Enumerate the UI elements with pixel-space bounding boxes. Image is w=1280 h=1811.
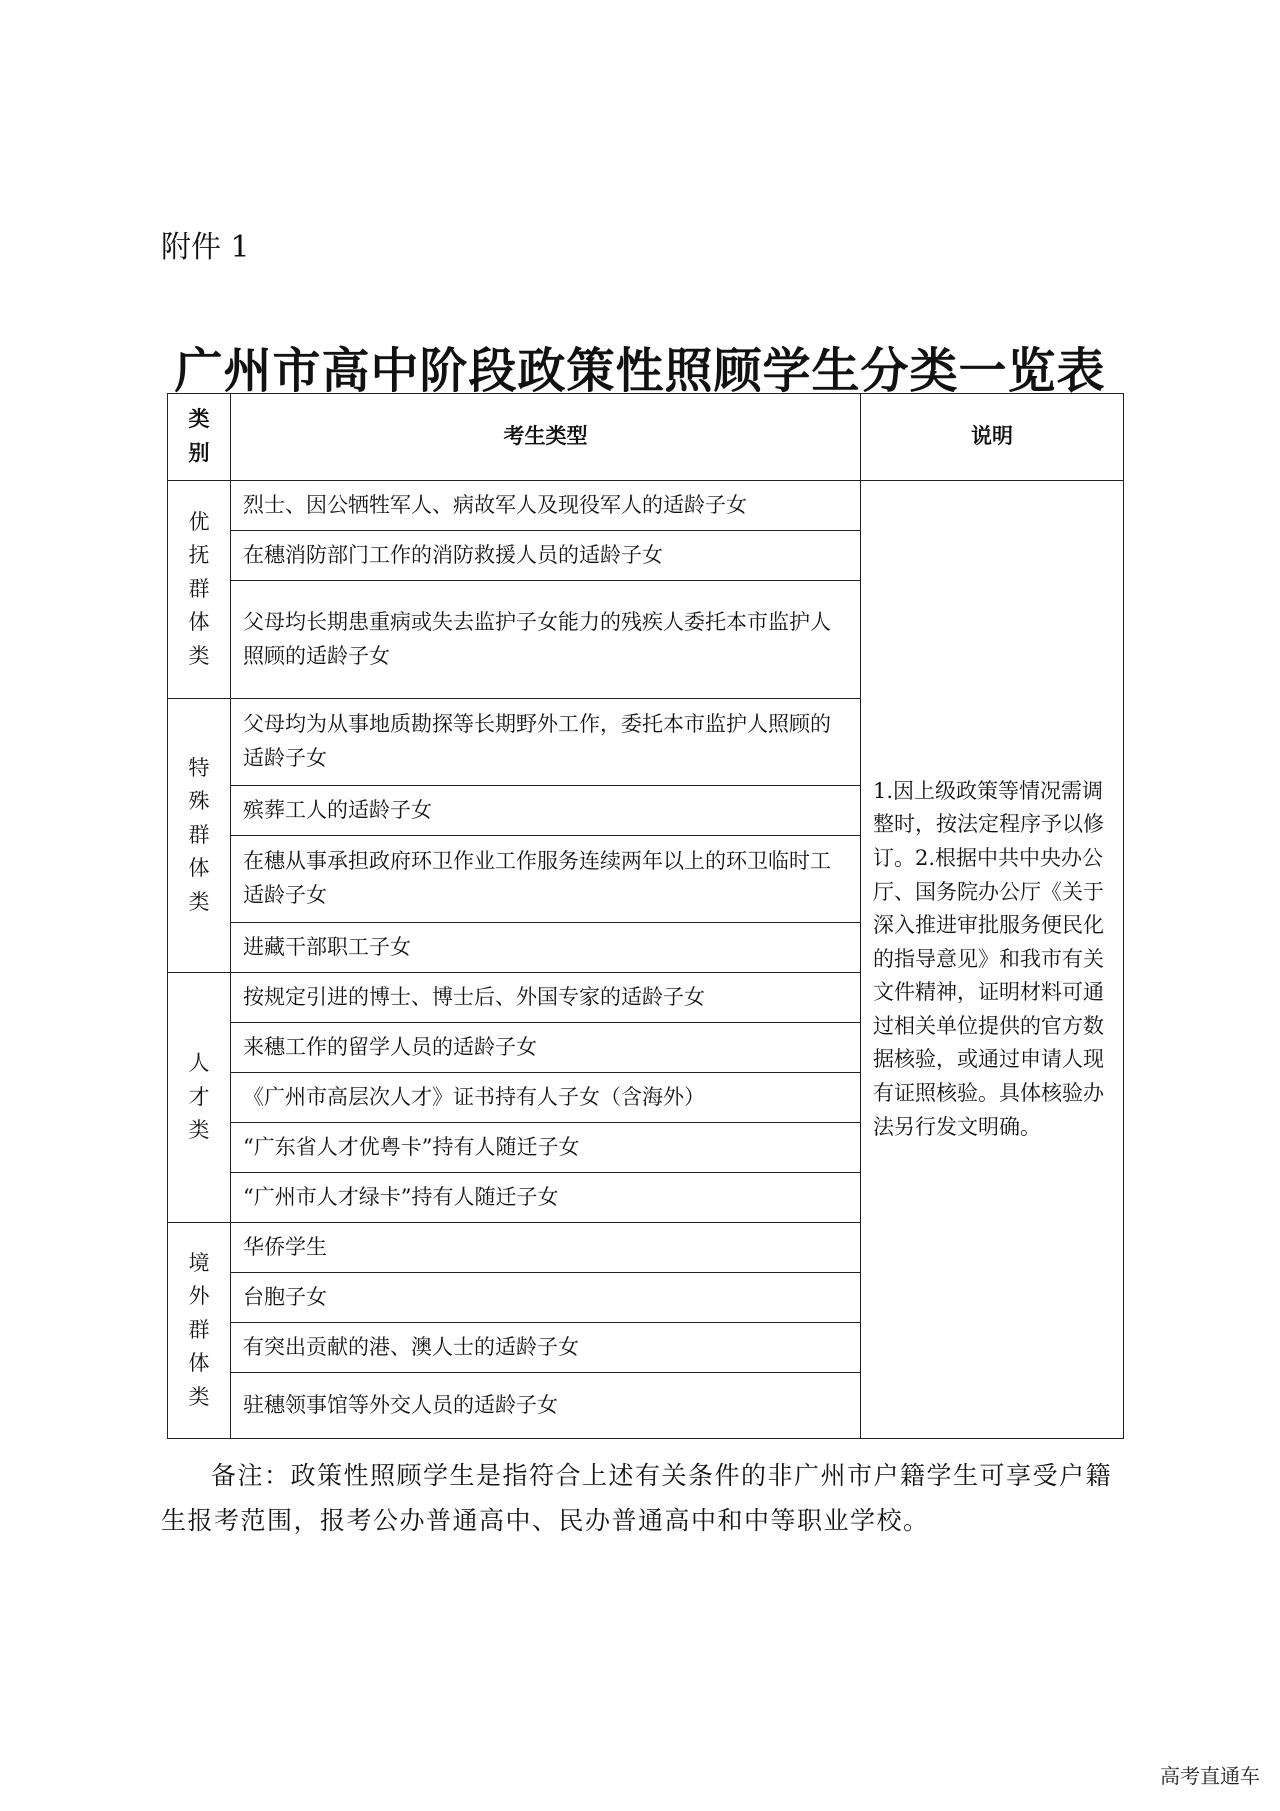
type-cell: 有突出贡献的港、澳人士的适龄子女 <box>231 1323 861 1373</box>
type-cell: 进藏干部职工子女 <box>231 923 861 973</box>
header-note: 说明 <box>861 394 1124 481</box>
type-cell: “广州市人才绿卡”持有人随迁子女 <box>231 1173 861 1223</box>
type-cell: 殡葬工人的适龄子女 <box>231 786 861 836</box>
type-cell: 按规定引进的博士、博士后、外国专家的适龄子女 <box>231 973 861 1023</box>
watermark: 高考直通车 <box>1160 1764 1260 1788</box>
note-cell: 1.因上级政策等情况需调整时，按法定程序予以修订。2.根据中共中央办公厅、国务院办公厅《关于深入推进审批服务便民化的指导意见》和我市有关文件精神，证明材料可通过相关单位提供的官方数据核验，或通过申请人现有证照核验。具体核验办法另行发文明确。 <box>861 481 1124 1439</box>
remark-text: 备注：政策性照顾学生是指符合上述有关条件的非广州市户籍学生可享受户籍生报考范围，报考公办普通高中、民办普通高中和中等职业学校。 <box>161 1461 1113 1535</box>
remark-paragraph <box>161 1453 1126 1543</box>
table-header-row <box>168 394 1124 481</box>
type-cell: 《广州市高层次人才》证书持有人子女（含海外） <box>231 1073 861 1123</box>
header-category: 类 别 <box>168 394 231 481</box>
table-row <box>168 481 1124 531</box>
category-cell: 特 殊 群 体 类 <box>168 699 231 973</box>
type-cell: 台胞子女 <box>231 1273 861 1323</box>
type-cell: 父母均长期患重病或失去监护子女能力的残疾人委托本市监护人照顾的适龄子女 <box>231 581 861 699</box>
type-cell: 在穗从事承担政府环卫作业工作服务连续两年以上的环卫临时工适龄子女 <box>231 836 861 923</box>
type-cell: 父母均为从事地质勘探等长期野外工作，委托本市监护人照顾的适龄子女 <box>231 699 861 786</box>
type-cell: 来穗工作的留学人员的适龄子女 <box>231 1023 861 1073</box>
category-table <box>167 393 1124 1439</box>
type-cell: 华侨学生 <box>231 1223 861 1273</box>
category-cell: 境 外 群 体 类 <box>168 1223 231 1439</box>
document-title: 广州市高中阶段政策性照顾学生分类一览表 <box>174 343 1106 399</box>
category-cell: 优 抚 群 体 类 <box>168 481 231 699</box>
type-cell: 驻穗领事馆等外交人员的适龄子女 <box>231 1373 861 1439</box>
header-type: 考生类型 <box>231 394 861 481</box>
attachment-label: 附件 1 <box>161 230 250 265</box>
type-cell: “广东省人才优粤卡”持有人随迁子女 <box>231 1123 861 1173</box>
type-cell: 在穗消防部门工作的消防救援人员的适龄子女 <box>231 531 861 581</box>
category-cell: 人 才 类 <box>168 973 231 1223</box>
type-cell: 烈士、因公牺牲军人、病故军人及现役军人的适龄子女 <box>231 481 861 531</box>
